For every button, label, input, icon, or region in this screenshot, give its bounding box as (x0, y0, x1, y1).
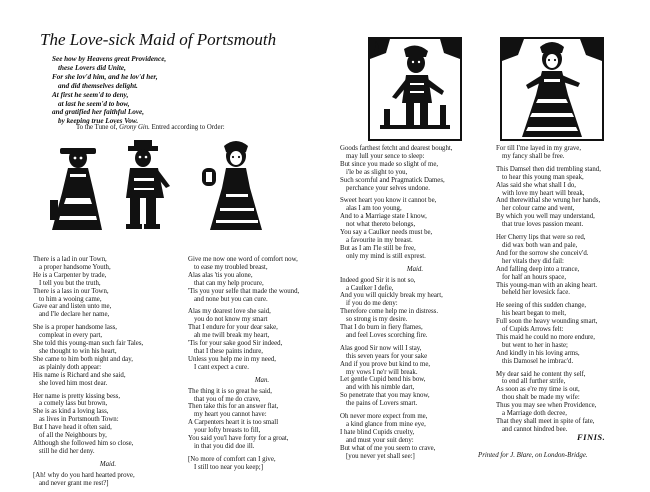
stanza (496, 234, 636, 297)
stanza (33, 324, 183, 387)
verse-line: Give me now one word of comfort now, (188, 256, 298, 263)
verse-line: A Carpenters heart it is too small (188, 419, 279, 427)
verse-line: with love my heart will break, (502, 189, 585, 197)
verse-line: So penetrate that you may know, (340, 392, 430, 400)
verse-line: She came to him both night and day, (33, 355, 133, 363)
verse-line: Thus you may see when Providence, (496, 402, 597, 410)
verse-line: This young-man with an aking heart. (496, 281, 598, 289)
verse-line: to him a wooing came, (39, 295, 102, 303)
stanza (496, 302, 636, 365)
verse-line: I still too near you keep;] (194, 463, 263, 471)
stanza (33, 393, 183, 456)
intro-line: See how by Heavens great Providence, (52, 55, 167, 63)
verse-line: of all the Neighbours by, (39, 432, 107, 440)
verse-line: a kind glance from mine eye, (346, 421, 426, 428)
tune-name: Grony Gin. (119, 124, 150, 131)
verse-line: so strong is my desire. (346, 316, 408, 324)
speaker-heading: Maid. (99, 460, 117, 468)
stanza (188, 308, 336, 371)
column-3 (340, 145, 490, 466)
verse-line: You say a Caulker needs must be, (340, 229, 433, 237)
verse-line: My dear said he content thy self, (496, 370, 586, 378)
verse-line: as plainly doth appear: (39, 363, 102, 371)
verse-line: my heart you cannot have: (194, 411, 267, 419)
verse-line: But what of me you seem to crave, (340, 444, 436, 452)
verse-line: Alas alas 'tis you alone, (188, 271, 253, 279)
verse-line: and never grant me rest?] (39, 479, 109, 487)
verse-line: By which you well may understand, (496, 213, 595, 221)
verse-line: to ease my troubled breast, (194, 263, 268, 271)
verse-line: But since you made so slight of me, (340, 160, 439, 168)
verse-line: to end all further strife, (502, 378, 566, 386)
man-in-frame-woodcut (368, 37, 462, 141)
verse-line: a Marriage doth decree, (502, 410, 567, 418)
verse-line: in that you did doe ill. (194, 442, 255, 450)
three-figures-woodcut (30, 138, 280, 233)
verse-line: That I endure for your dear sake, (188, 324, 278, 332)
tune-suffix: Entred according to Order: (151, 124, 225, 131)
verse-line: Full soon the heavy wounding smart, (496, 318, 598, 326)
verse-line: As soon as e're my time is out, (496, 386, 580, 394)
verse-line: His name is Richard and she said, (33, 371, 126, 379)
verse-line: I tell you but the truth, (39, 279, 101, 287)
verse-line: Gave ear and listen unto me, (33, 303, 112, 311)
verse-line: a comely lass but brown, (39, 400, 108, 408)
verse-line: That they shall meet in spite of fate, (496, 418, 595, 425)
verse-line: and I'le declare her name, (39, 311, 110, 319)
verse-line: this Damosel he imbrac'd. (502, 357, 574, 365)
intro-line: at last he seem'd to bow, (58, 99, 130, 108)
verse-line: There is a lad in our Town, (33, 256, 107, 263)
verse-line: i'le be as slight to you, (346, 168, 408, 176)
verse-line: There is a lass in our Town, (33, 287, 109, 295)
verse-line: [Ah! why do you hard hearted prove, (33, 471, 135, 479)
verse-line: She is a proper handsome lass, (33, 324, 118, 332)
printer-imprint: Printed for J. Blare, on London-Bridge. (478, 452, 588, 459)
verse-line: that true loves passion meant. (502, 221, 584, 229)
verse-line: to hear this young man speak, (502, 173, 584, 181)
verse-line: And kindly in his loving arms, (496, 349, 580, 357)
stanza (188, 456, 336, 472)
stanza (496, 145, 636, 161)
verse-line: Alas said she what shall I do, (496, 181, 577, 189)
verse-line: you do not know my smart (194, 316, 268, 324)
intro-line: At first he seem'd to deny, (52, 90, 129, 99)
speaker-heading: Maid. (406, 265, 424, 273)
verse-line: she loved him most dear. (39, 379, 108, 387)
verse-line: Such scornful and Pragmatick Dames, (340, 176, 445, 184)
verse-line: for half an hours space, (502, 273, 567, 281)
stanza (188, 388, 336, 451)
stanza (340, 145, 490, 192)
verse-line: ah me twill break my heart, (194, 332, 270, 340)
verse-line: Unless you help me in my need, (188, 355, 277, 363)
verse-line: of Cupids Arrows felt: (502, 326, 564, 334)
verse-line: thou shalt be made my wife: (502, 394, 580, 402)
verse-line: [you never yet shall see:] (346, 452, 415, 460)
verse-line: She told this young-man such fair Tales, (33, 340, 144, 348)
verse-line: [No more of comfort can I give, (188, 455, 276, 463)
column-1 (33, 256, 183, 492)
verse-line: And you will quickly break my heart, (340, 292, 443, 300)
verse-line: Her name is pretty kissing bess, (33, 392, 121, 400)
verse-line: And for the sorrow she conceiv'd. (496, 249, 589, 257)
verse-line: my fancy shall be free. (502, 152, 565, 160)
verse-line: but went to her in haste; (502, 341, 568, 349)
verse-line: a proper handsome Youth, (39, 263, 111, 271)
verse-line: And to a Marriage state I know, (340, 213, 427, 221)
verse-line: his heart began to melt, (502, 310, 567, 318)
verse-line: And falling deep into a trance, (496, 265, 580, 273)
verse-line: alas I am too young, (346, 205, 402, 213)
stanza (33, 256, 183, 319)
verse-line: For till I'me layed in my grave, (496, 145, 582, 152)
verse-line: the pains of Lovers smart. (346, 400, 418, 408)
verse-line: this seven years for your sake (346, 352, 428, 360)
verse-line: Goods farthest fetcht and dearest bought, (340, 145, 453, 152)
verse-line: That I do burn in fiery flames, (340, 324, 423, 332)
verse-line: Then take this for an answer flat, (188, 403, 279, 411)
verse-line: But I have head it often said, (33, 424, 112, 432)
verse-line: I hate blind Cupids cruelty, (340, 428, 415, 436)
verse-line: only my mind is still exprest. (346, 252, 426, 260)
verse-line: may lull your sence to sleep: (346, 152, 425, 160)
ballad-title: The Love-sick Maid of Portsmouth (40, 30, 277, 49)
verse-line: She is as kind a loving lass, (33, 408, 109, 416)
verse-line: and must your suit deny: (346, 436, 414, 444)
column-4 (496, 145, 636, 439)
verse-line: And if you prove but kind to me, (340, 360, 431, 368)
verse-line: and with his nimble dart, (346, 384, 415, 392)
verse-line: a Caulker I defie, (346, 284, 394, 292)
verse-line: and none but you can cure. (194, 295, 268, 303)
verse-line: perchance your selves undone. (346, 184, 430, 192)
verse-line: not what thereto belongs, (346, 221, 416, 229)
verse-line: Therefore come help me in distress. (340, 308, 439, 316)
verse-line: compleat in every part, (39, 332, 103, 340)
woman-in-frame-woodcut (500, 37, 604, 141)
intro-line: these Lovers did Unite, (58, 63, 126, 72)
verse-line: that you of me do crave, (194, 395, 261, 403)
verse-line: Indeed good Sir it is not so, (340, 276, 416, 284)
verse-line: her vitals they did fail: (502, 257, 564, 265)
verse-line: 'Tis for your sake good Sir indeed, (188, 340, 283, 348)
intro-line: For she lov'd him, and he lov'd her, (52, 72, 158, 81)
stanza (340, 197, 490, 260)
verse-line: Her Cherry lips that were so red, (496, 234, 586, 242)
stanza (188, 256, 336, 303)
tune-prefix: To the Tune of, (76, 124, 118, 131)
verse-line: Alas my dearest love she said, (188, 308, 271, 316)
stanza (340, 277, 490, 340)
stanza (496, 371, 636, 434)
verse-line: But as I am I'le still be free, (340, 244, 416, 252)
intro-line: and gratified her faithful Love, (52, 108, 145, 117)
verse-line: beheld her lovesick face. (502, 289, 571, 297)
verse-line: and cannot hindred bee. (502, 425, 568, 433)
verse-line: a favourite in my breast. (346, 236, 413, 244)
verse-line: I cant expect a cure. (194, 363, 249, 371)
intro-verse (52, 55, 302, 126)
finis-mark: FINIS. (577, 432, 606, 442)
verse-line: Alas good Sir now will I stay, (340, 344, 422, 352)
verse-line: Let gentle Cupid bend his bow, (340, 376, 426, 384)
stanza (340, 345, 490, 408)
verse-line: her colour came and went, (502, 205, 575, 213)
verse-line: she thought to win his heart, (39, 347, 117, 355)
verse-line: Oh never more expect from me, (340, 413, 428, 421)
column-2 (188, 256, 336, 477)
verse-line: and feel Loves scorching fire. (346, 331, 428, 339)
intro-line: and did themselves delight. (58, 81, 138, 90)
verse-line: my vows I ne'r will break. (346, 368, 418, 376)
verse-line: The thing it is so great he said, (188, 387, 273, 395)
verse-line: 'Tis you your selfe that made the wound, (188, 287, 300, 295)
stanza (496, 166, 636, 229)
verse-line: Sweet heart you know it cannot be, (340, 197, 437, 205)
verse-line: And therewithal she wrung her hands, (496, 197, 601, 205)
verse-line: This Damsel then did trembling stand, (496, 165, 601, 173)
intro-line: by keeping true Loves Vow. (58, 117, 139, 126)
verse-line: This maid he could no more endure, (496, 333, 596, 341)
speaker-heading: Man. (254, 376, 270, 384)
verse-line: You said you'l have forty for a groat, (188, 435, 289, 443)
verse-line: if you do me deny: (346, 300, 398, 308)
verse-line: Although she followed him so close, (33, 439, 134, 447)
verse-line: that I these paints indure, (194, 347, 263, 355)
verse-line: as lives in Portsmouth Town: (39, 416, 119, 424)
verse-line: your lofty breasts to fill, (194, 427, 261, 435)
tune-line (76, 124, 326, 132)
verse-line: He seeing of this sudden change, (496, 302, 587, 310)
verse-line: He is a Carpenter by trade, (33, 271, 107, 279)
verse-line: did wax both wan and pale, (502, 241, 578, 249)
verse-line: that can my help procure, (194, 279, 264, 287)
stanza (340, 413, 490, 460)
verse-line: still he did her deny. (39, 447, 95, 455)
